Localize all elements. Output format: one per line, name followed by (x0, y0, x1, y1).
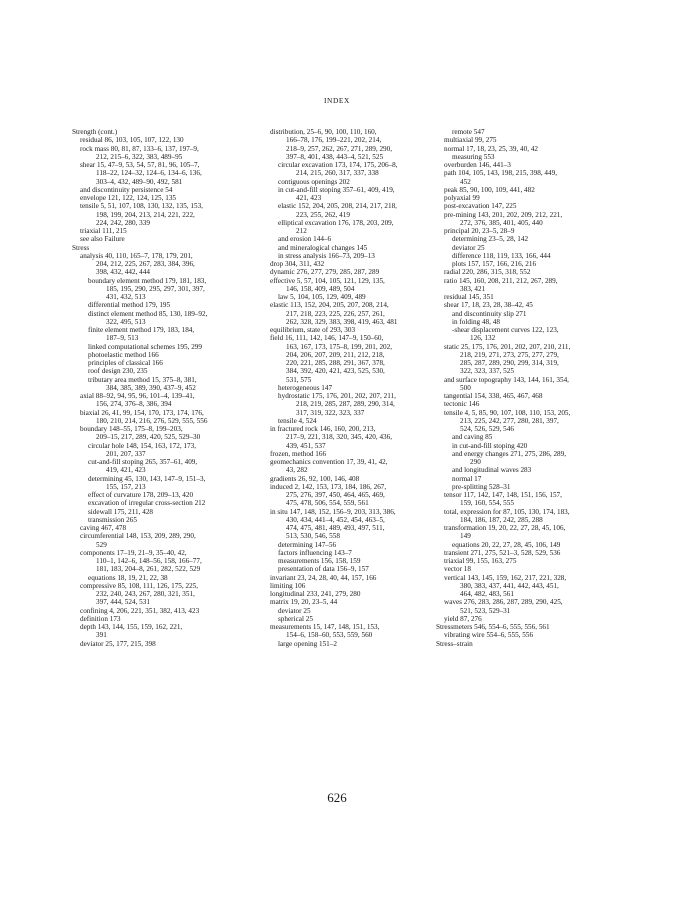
page-number: 626 (327, 790, 347, 805)
index-entry: Stress–strain (436, 639, 473, 648)
index-entry: 214, 215, 260, 317, 337, 338 (296, 169, 379, 178)
index-entry: measurements 156, 158, 159 (278, 557, 361, 565)
running-header: INDEX (324, 96, 350, 105)
index-entry: tensile 5, 51, 107, 108, 130, 132, 135, 153, (80, 202, 203, 211)
index-entry: effective 5, 57, 104, 105, 121, 129, 135, (270, 276, 385, 285)
index-entry: shear 15, 47–9, 53, 54, 57, 81, 96, 105–7, (80, 161, 200, 169)
index-entry: radial 220, 286, 315, 318, 552 (444, 268, 531, 277)
index-entry: 209–15, 217, 289, 420, 525, 529–30 (96, 433, 201, 442)
index-entry: invariant 23, 24, 28, 40, 44, 157, 166 (270, 573, 377, 582)
index-entry: and erosion 144–6 (278, 235, 332, 244)
index-entry: field 16, 111, 142, 146, 147–9, 150–60, (270, 334, 384, 343)
index-entry: cut-and-fill stoping 265, 357–61, 409, (88, 458, 198, 466)
index-entry: 218, 219, 285, 287, 289, 290, 314, (296, 400, 395, 409)
index-entry: and caving 85 (452, 433, 493, 442)
index-entry: ratio 145, 160, 208, 211, 212, 267, 289, (444, 276, 558, 285)
index-entry: caving 467, 478 (80, 524, 127, 532)
index-entry: 187–9, 513 (106, 334, 139, 343)
index-entry: in folding 48, 48 (452, 317, 500, 326)
index-entry: 166–78, 176, 199–221, 202, 214, (286, 136, 382, 145)
index-entry: shear 17, 18, 23, 28, 38–42, 45 (444, 301, 533, 310)
index-entry: 204, 212, 225, 267, 283, 384, 396, (96, 260, 195, 268)
index-entry: biaxial 26, 41, 99, 154, 170, 173, 174, 176, (80, 408, 204, 417)
index-entry: 529 (96, 540, 107, 549)
index-entry: tangential 154, 338, 465, 467, 468 (444, 392, 543, 400)
index-entry: gradients 26, 92, 100, 146, 408 (270, 474, 360, 483)
index-entry: geomechanics convention 17, 39, 41, 42, (270, 458, 388, 466)
index-entry: 223, 255, 262, 419 (296, 210, 350, 219)
index-entry: 218, 219, 271, 273, 275, 277, 279, (460, 350, 559, 359)
index-entry: boundary 148–55, 175–8, 199–203, (80, 425, 183, 433)
index-entry: dynamic 276, 277, 279, 285, 287, 289 (270, 268, 380, 277)
index-entry: 185, 195, 290, 295, 297, 301, 397, (106, 284, 205, 293)
index-entry: linked computational schemes 195, 299 (88, 342, 202, 351)
index-entry: 439, 451, 537 (286, 441, 326, 450)
index-entry: 421, 423 (296, 194, 322, 202)
index-column-2 (262, 128, 450, 648)
index-entry: 232, 240, 243, 267, 280, 321, 351, (96, 590, 195, 598)
index-entry: 149 (460, 532, 471, 541)
index-entry: measuring 553 (452, 152, 495, 161)
index-entry: 398, 432, 442, 444 (96, 268, 150, 277)
index-entry: 224, 242, 280, 339 (96, 218, 150, 227)
index-entry: 118–22, 124–32, 124–6, 134–6, 136, (96, 169, 202, 178)
index-entry: 272, 376, 385, 401, 405, 440 (460, 218, 543, 227)
index-entry: triaxial 99, 155, 163, 275 (444, 557, 517, 565)
index-entry: elastic 152, 204, 205, 208, 214, 217, 218, (278, 202, 397, 211)
index-entry: 220, 221, 285, 288, 291, 367, 378, (286, 359, 385, 367)
index-entry: circumferential 148, 153, 209, 289, 290, (80, 532, 196, 541)
index-entry: 184, 186, 187, 242, 285, 288 (460, 515, 543, 524)
index-entry: deviator 25 (278, 606, 311, 615)
index-entry: transmission 265 (88, 515, 137, 524)
index-entry: difference 118, 119, 133, 166, 444 (452, 251, 551, 260)
index-entry: waves 276, 283, 286, 287, 289, 290, 425, (444, 598, 563, 607)
index-column-1 (72, 128, 260, 648)
index-entry: contiguous openings 202 (278, 177, 350, 186)
index-entry: circular hole 148, 154, 163, 172, 173, (88, 441, 196, 450)
index-entry: 218–9, 257, 262, 267, 271, 289, 290, (286, 144, 393, 153)
index-entry: 154–6, 158–60, 553, 559, 560 (286, 631, 373, 640)
index-entry: and discontinuity persistence 54 (80, 185, 173, 194)
index-entry: pre-mining 143, 201, 202, 209, 212, 221, (444, 210, 563, 219)
index-entry: analysis 40, 110, 165–7, 178, 179, 201, (80, 251, 193, 260)
index-entry: Strength (cont.) (72, 128, 118, 136)
index-entry: multiaxial 99, 275 (444, 136, 497, 145)
index-entry: in stress analysis 166–73, 209–13 (278, 251, 375, 260)
index-entry: equilibrium, state of 293, 303 (270, 326, 356, 334)
index-entry: depth 143, 144, 155, 159, 162, 221, (80, 623, 183, 631)
index-entry: 285, 287, 289, 290, 299, 314, 319, (460, 359, 559, 367)
index-entry: 180, 210, 214, 216, 276, 529, 555, 556 (96, 416, 208, 425)
index-entry: determining 147–56 (278, 540, 337, 549)
index-entry: 419, 421, 423 (106, 466, 146, 475)
index-entry: tensile 4, 5, 85, 90, 107, 108, 110, 153, 205, (444, 408, 571, 417)
index-entry: differential method 179, 195 (88, 301, 171, 310)
index-entry: equations 20, 22, 27, 28, 45, 106, 149 (452, 540, 561, 549)
index-entry: in cut-and-fill stoping 357–61, 409, 419, (278, 185, 395, 194)
index-entry: 262, 328, 329, 383, 398, 419, 463, 481 (286, 317, 398, 326)
index-entry: polyaxial 99 (444, 194, 480, 202)
index-entry: tectonic 146 (444, 400, 480, 409)
index-entry: total, expression for 87, 105, 130, 174, 183, (444, 507, 570, 516)
index-entry: 397, 444, 524, 531 (96, 598, 150, 607)
index-entry: 204, 206, 207, 209, 211, 212, 218, (286, 350, 385, 359)
index-entry: 474, 475, 481, 489, 493, 497, 511, (286, 524, 385, 532)
index-entry: 384, 392, 420, 421, 423, 525, 530, (286, 367, 385, 376)
index-entry: remote 547 (452, 128, 485, 136)
index-entry: residual 145, 351 (444, 293, 494, 301)
index-entry: tensile 4, 524 (278, 416, 317, 425)
index-entry: determining 23–5, 28, 142 (452, 235, 529, 244)
index-entry: 163, 167, 173, 175–8, 199, 201, 202, (286, 342, 393, 351)
index-entry: and surface topography 143, 144, 161, 354, (444, 375, 569, 384)
index-entry: 513, 530, 546, 558 (286, 532, 340, 541)
index-entry: tensor 117, 142, 147, 148, 151, 156, 157, (444, 491, 562, 499)
index-entry: tributary area method 15, 375–8, 381, (88, 375, 197, 384)
index-entry: deviator 25 (452, 243, 485, 252)
index-entry: in cut-and-fill stoping 420 (452, 441, 528, 450)
index-entry: 391 (96, 631, 107, 640)
index-entry: 198, 199, 204, 213, 214, 221, 222, (96, 210, 195, 219)
index-entry: Stress (72, 243, 90, 252)
index-entry: principal 20, 23–5, 28–9 (444, 227, 515, 235)
index-entry: definition 173 (80, 614, 121, 623)
index-entry: see also Failure (80, 235, 125, 244)
index-entry: 201, 207, 337 (106, 449, 146, 458)
index-entry: in situ 147, 148, 152, 156–9, 203, 313, 386, (270, 507, 396, 516)
index-entry: 217, 218, 223, 225, 226, 257, 261, (286, 309, 385, 318)
index-entry: longitudinal 233, 241, 279, 280 (270, 590, 361, 598)
index-entry: elastic 113, 152, 204, 205, 207, 208, 214, (270, 301, 389, 310)
index-entry: photoelastic method 166 (88, 350, 159, 359)
index-entry: 531, 575 (286, 375, 312, 384)
index-entry: 217–9, 221, 318, 320, 345, 420, 436, (286, 433, 393, 442)
index-entry: 146, 158, 409, 489, 504 (286, 284, 355, 293)
index-entry: axial 88–92, 94, 95, 96, 101–4, 139–41, (80, 392, 195, 400)
index-entry: 213, 225, 242, 277, 280, 281, 397, (460, 416, 559, 425)
index-entry: -shear displacement curves 122, 123, (452, 326, 559, 334)
index-column-3 (436, 128, 626, 648)
index-entry: 290 (470, 458, 481, 466)
index-entry: 317, 319, 322, 323, 337 (296, 408, 365, 417)
index-entry: heterogeneous 147 (278, 383, 333, 392)
index-entry: 500 (460, 383, 471, 392)
index-entry: Stressmeters 546, 554–6, 555, 556, 561 (436, 623, 550, 631)
index-entry: finite element method 179, 183, 184, (88, 326, 195, 334)
index-entry: vibrating wire 554–6, 555, 556 (444, 631, 534, 640)
index-entry: frozen, method 166 (270, 449, 327, 458)
index-entry: vertical 143, 145, 159, 162, 217, 221, 328, (444, 573, 567, 582)
index-entry: 475, 478, 506, 554, 559, 561 (286, 499, 369, 508)
index-entry: 322, 495, 513 (106, 317, 146, 326)
index-entry: distribution, 25–6, 90, 100, 110, 160, (270, 128, 377, 136)
index-entry: 380, 383, 437, 441, 442, 443, 451, (460, 581, 559, 590)
index-entry: 383, 421 (460, 284, 486, 293)
index-entry: hydrostatic 175, 176, 201, 202, 207, 211, (278, 392, 396, 400)
index-entry: drop 304, 311, 432 (270, 260, 325, 268)
index-entry: 452 (460, 177, 471, 186)
index-entry: and energy changes 271, 275, 286, 289, (452, 449, 567, 458)
index-entry: yield 87, 276 (444, 614, 482, 623)
index-entry: 212, 215–6, 322, 383, 489–95 (96, 152, 183, 161)
index-entry: plots 157, 157, 166, 216, 216 (452, 260, 537, 268)
index-entry: 159, 160, 554, 555 (460, 499, 514, 508)
index-entry: and mineralogical changes 145 (278, 243, 368, 252)
index-entry: 156, 274, 376–8, 386, 394 (96, 400, 172, 409)
index-entry: 431, 432, 513 (106, 293, 146, 301)
index-entry: 43, 282 (286, 466, 308, 475)
index-entry: spherical 25 (278, 614, 313, 623)
index-entry: induced 2, 142, 153, 173, 184, 186, 267, (270, 482, 387, 491)
index-entry: normal 17, 18, 23, 25, 39, 40, 42 (444, 144, 539, 153)
index-entry: circular excavation 173, 174, 175, 206–8, (278, 161, 398, 169)
index-entry: path 104, 105, 143, 198, 215, 398, 449, (444, 169, 557, 178)
index-entry: 430, 434, 441–4, 452, 454, 463–5, (286, 515, 385, 524)
index-entry: 275, 276, 397, 450, 464, 465, 469, (286, 491, 385, 499)
index-entry: normal 17 (452, 474, 482, 483)
index-entry: law 5, 104, 105, 129, 409, 489 (278, 293, 366, 301)
index-entry: triaxial 111, 215 (80, 227, 127, 235)
index-entry: residual 86, 103, 105, 107, 122, 130 (80, 136, 184, 145)
index-entry: factors influencing 143–7 (278, 548, 352, 557)
index-entry: rock mass 80, 81, 87, 133–6, 137, 197–9, (80, 144, 199, 153)
index-entry: peak 85, 90, 100, 109, 441, 482 (444, 185, 535, 194)
index-entry: 181, 183, 204–8, 261, 282, 522, 529 (96, 565, 201, 574)
index-entry: 303–4, 432, 489–90, 492, 581 (96, 177, 183, 186)
index-entry: static 25, 175, 176, 201, 202, 207, 210, 211, (444, 342, 571, 351)
index-entry: components 17–19, 21–9, 35–40, 42, (80, 548, 187, 557)
index-entry: distinct element method 85, 130, 189–92, (88, 309, 208, 318)
index-entry: envelope 121, 122, 124, 125, 135 (80, 194, 177, 202)
index-entry: principles of classical 166 (88, 359, 163, 367)
index-entry: sidewall 175, 211, 428 (88, 507, 154, 516)
index-entry: measurements 15, 147, 148, 151, 153, (270, 623, 380, 631)
index-entry: 384, 385, 389, 390, 437–9, 452 (106, 383, 196, 392)
index-entry: 126, 132 (470, 334, 496, 343)
index-entry: 322, 323, 337, 525 (460, 367, 514, 376)
index-entry: equations 18, 19, 21, 22, 38 (88, 573, 168, 582)
index-entry: 524, 526, 529, 546 (460, 425, 514, 433)
index-entry: and longitudinal waves 283 (452, 466, 532, 475)
index-entry: in fractured rock 146, 160, 200, 213, (270, 425, 376, 433)
index-entry: determining 45, 130, 143, 147–9, 151–3, (88, 474, 206, 483)
index-entry: overburden 146, 441–3 (444, 161, 511, 169)
index-entry: 521, 523, 529–31 (460, 606, 511, 615)
index-entry: roof design 230, 235 (88, 367, 148, 376)
index-entry: 212 (296, 227, 307, 235)
index-entry: presentation of data 156–9, 157 (278, 565, 369, 574)
index-entry: 397–8, 401, 438, 443–4, 521, 525 (286, 152, 384, 161)
index-entry: compressive 85, 108, 111, 126, 175, 225, (80, 581, 199, 590)
index-entry: 155, 157, 213 (106, 482, 146, 491)
index-entry: boundary element method 179, 181, 183, (88, 276, 207, 285)
index-entry: limiting 106 (270, 581, 306, 590)
index-entry: transient 271, 275, 521–3, 528, 529, 536 (444, 548, 561, 557)
index-entry: pre-splitting 528–31 (452, 482, 511, 491)
index-entry: and discontinuity slip 271 (452, 309, 527, 318)
index-entry: deviator 25, 177, 215, 398 (80, 639, 156, 648)
index-entry: excavation of irregular cross-section 212 (88, 499, 206, 508)
index-entry: elliptical excavation 176, 178, 203, 209, (278, 218, 394, 227)
index-entry: transformation 19, 20, 22, 27, 28, 45, 106, (444, 524, 566, 532)
index-entry: large opening 151–2 (278, 639, 337, 648)
index-entry: 464, 482, 483, 561 (460, 590, 514, 598)
index-entry: effect of curvature 178, 209–13, 420 (88, 491, 194, 499)
index-entry: vector 18 (444, 565, 471, 574)
index-entry: post-excavation 147, 225 (444, 202, 517, 211)
index-entry: matrix 19, 20, 23–5, 44 (270, 598, 338, 607)
index-entry: confining 4, 206, 221, 351, 382, 413, 423 (80, 606, 200, 615)
index-entry: 110–1, 142–6, 148–56, 158, 166–77, (96, 557, 202, 565)
